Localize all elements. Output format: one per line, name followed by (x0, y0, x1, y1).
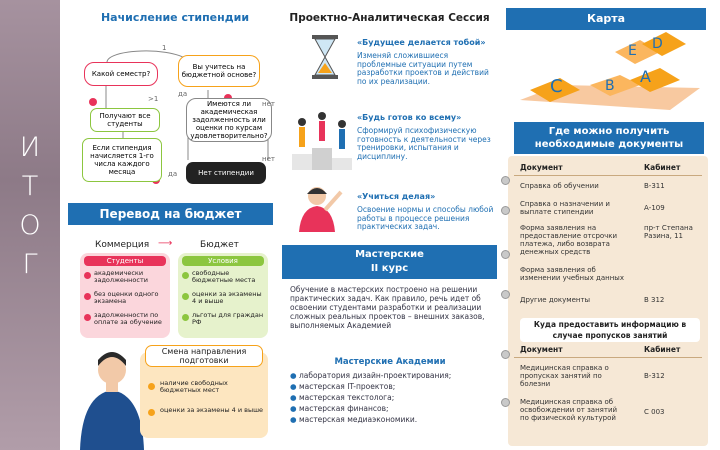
letter-4: Г (22, 249, 38, 280)
ring-icon (501, 398, 510, 407)
col1-title: Начисление стипендии (100, 11, 250, 24)
bullet-icon (84, 293, 91, 300)
change-item: оценки за экзамены 4 и выше (160, 406, 264, 414)
divider (60, 0, 66, 450)
if-scholarship-box: Если стипендия начисляется 1-го числа каждого месяца (82, 138, 162, 182)
ring-icon (501, 350, 510, 359)
q-semester-box: Какой семестр? (84, 62, 158, 86)
commerce-label: Коммерция (95, 240, 150, 250)
svg-text:E: E (628, 43, 637, 59)
receive-all-box: Получают все студенты (90, 108, 160, 132)
absence-header: Куда предоставить информацию в случае пропусков занятий (520, 318, 700, 342)
academy-item: ● мастерская текстолога; (290, 393, 395, 402)
label-no-1: нет (262, 100, 275, 108)
bullet-icon (148, 409, 155, 416)
table-row: Форма заявления на предоставление отсрочки платежа, либо возврата денежных средств пр-т Степана Разина, 11 (520, 224, 693, 256)
table-row: Медицинская справка об освобождении от занятий по физической культурой С 003 (520, 398, 665, 422)
table-head-doc: Документ (520, 345, 563, 354)
bullet-icon (148, 383, 155, 390)
conditions-item: свободные бюджетные места (192, 269, 256, 285)
academy-item: ● лаборатория дизайн-проектирования; (290, 371, 452, 380)
students-head: Студенты (84, 256, 166, 266)
conditions-item: оценки за экзамены 4 и выше (192, 290, 262, 306)
students-item: без оценки одного экзамена (94, 290, 159, 306)
conditions-head: Условия (182, 256, 264, 266)
bullet-icon (182, 314, 189, 321)
table-head-room: Кабинет (644, 163, 681, 172)
hourglass-icon (310, 35, 340, 79)
students-item: академически задолженности (94, 269, 148, 285)
block-head: «Будущее делается тобой» (357, 38, 486, 47)
label-yes-2: да (168, 170, 178, 178)
arrow-icon: ⟶ (158, 238, 173, 249)
letter-1: И (19, 132, 41, 163)
table-head (514, 162, 702, 176)
masters-header (282, 245, 497, 279)
letter-2: Т (21, 171, 39, 202)
table-head (514, 344, 702, 358)
academy-item: ● мастерская финансов; (290, 404, 389, 413)
table-head-doc: Документ (520, 163, 563, 172)
block-text: Изменяй сложившиеся проблемные ситуации путем разработки проектов и действий по их реализации. (357, 51, 489, 86)
block-text: Освоение нормы и способы любой работы в процессе решения практических задач. (357, 205, 494, 232)
conditions-box (178, 253, 268, 338)
transfer-header: Перевод на бюджет (68, 203, 273, 225)
bullet-icon (182, 272, 189, 279)
table-head-room: Кабинет (644, 345, 681, 354)
conditions-item: льготы для граждан РФ (192, 311, 264, 327)
change-item: наличие свободных бюджетных мест (160, 379, 228, 395)
docs-table (514, 162, 702, 312)
map-blocks (520, 30, 700, 112)
docs-header: Где можно получить необходимые документы (514, 122, 704, 154)
bullet-icon (182, 293, 189, 300)
ring-icon (501, 176, 510, 185)
letter-3: О (19, 210, 41, 241)
bullet-icon (84, 272, 91, 279)
block-head: «Будь готов ко всему» (357, 113, 462, 122)
runners-icon (292, 112, 354, 170)
label-gt1: >1 (148, 95, 159, 103)
table-row: Справка о назначении и выплате стипендии А-109 (520, 200, 665, 216)
table-row: Медицинская справка о пропусках занятий по болезни В-312 (520, 364, 665, 388)
masters-title: Мастерские II курс (355, 249, 424, 274)
label-no-2: нет (262, 155, 275, 163)
absence-table (514, 344, 702, 444)
bullet-icon (84, 314, 91, 321)
table-row: Другие документы В 312 (520, 296, 665, 304)
svg-text:C: C (550, 76, 563, 97)
table-row: Справка об обучении В-311 (520, 182, 665, 190)
ring-icon (501, 290, 510, 299)
svg-text:A: A (640, 67, 651, 86)
q-debt-box: Имеются ли академическая задолженность или оценки по курсам удовлетворительно? (186, 98, 272, 142)
man-icon (295, 182, 345, 232)
map-header: Карта (506, 8, 706, 30)
svg-text:D: D (652, 36, 663, 52)
sidebar-letters (14, 128, 46, 284)
change-title: Смена направления подготовки (145, 345, 263, 367)
q-budget-box: Вы учитесь на бюджетной основе? (178, 55, 260, 87)
ring-icon (501, 206, 510, 215)
budget-label: Бюджет (200, 240, 239, 250)
label-first: 1 (162, 44, 167, 52)
academy-item: ● мастерская медиаэкономики. (290, 415, 418, 424)
col2-title: Проектно-Аналитическая Сессия (289, 12, 490, 24)
table-row: Форма заявления об изменении учебных данных (520, 266, 624, 282)
masters-text: Обучение в мастерских построено на решении практических задач. Как правило, речь идет об освоении студентами разработки и реализации сложных реальных проектов – внешних заказов, выполняемых Академией (290, 285, 485, 330)
students-box (80, 253, 170, 338)
students-item: задолженности по оплате за обучение (94, 311, 162, 327)
block-text: Сформируй психофизическую готовность к деятельности через тренировки, испытания и дисциплину. (357, 126, 491, 161)
ring-icon (501, 250, 510, 259)
academy-item: ● мастерская IT-проектов; (290, 382, 396, 391)
academy-list (290, 372, 490, 427)
label-yes-1: да (178, 90, 188, 98)
block-head: «Учиться делая» (357, 192, 436, 201)
svg-text:B: B (605, 78, 615, 94)
sidebar (0, 0, 60, 450)
academy-title: Мастерские Академии (334, 357, 446, 367)
no-scholarship-box: Нет стипендии (186, 162, 266, 184)
